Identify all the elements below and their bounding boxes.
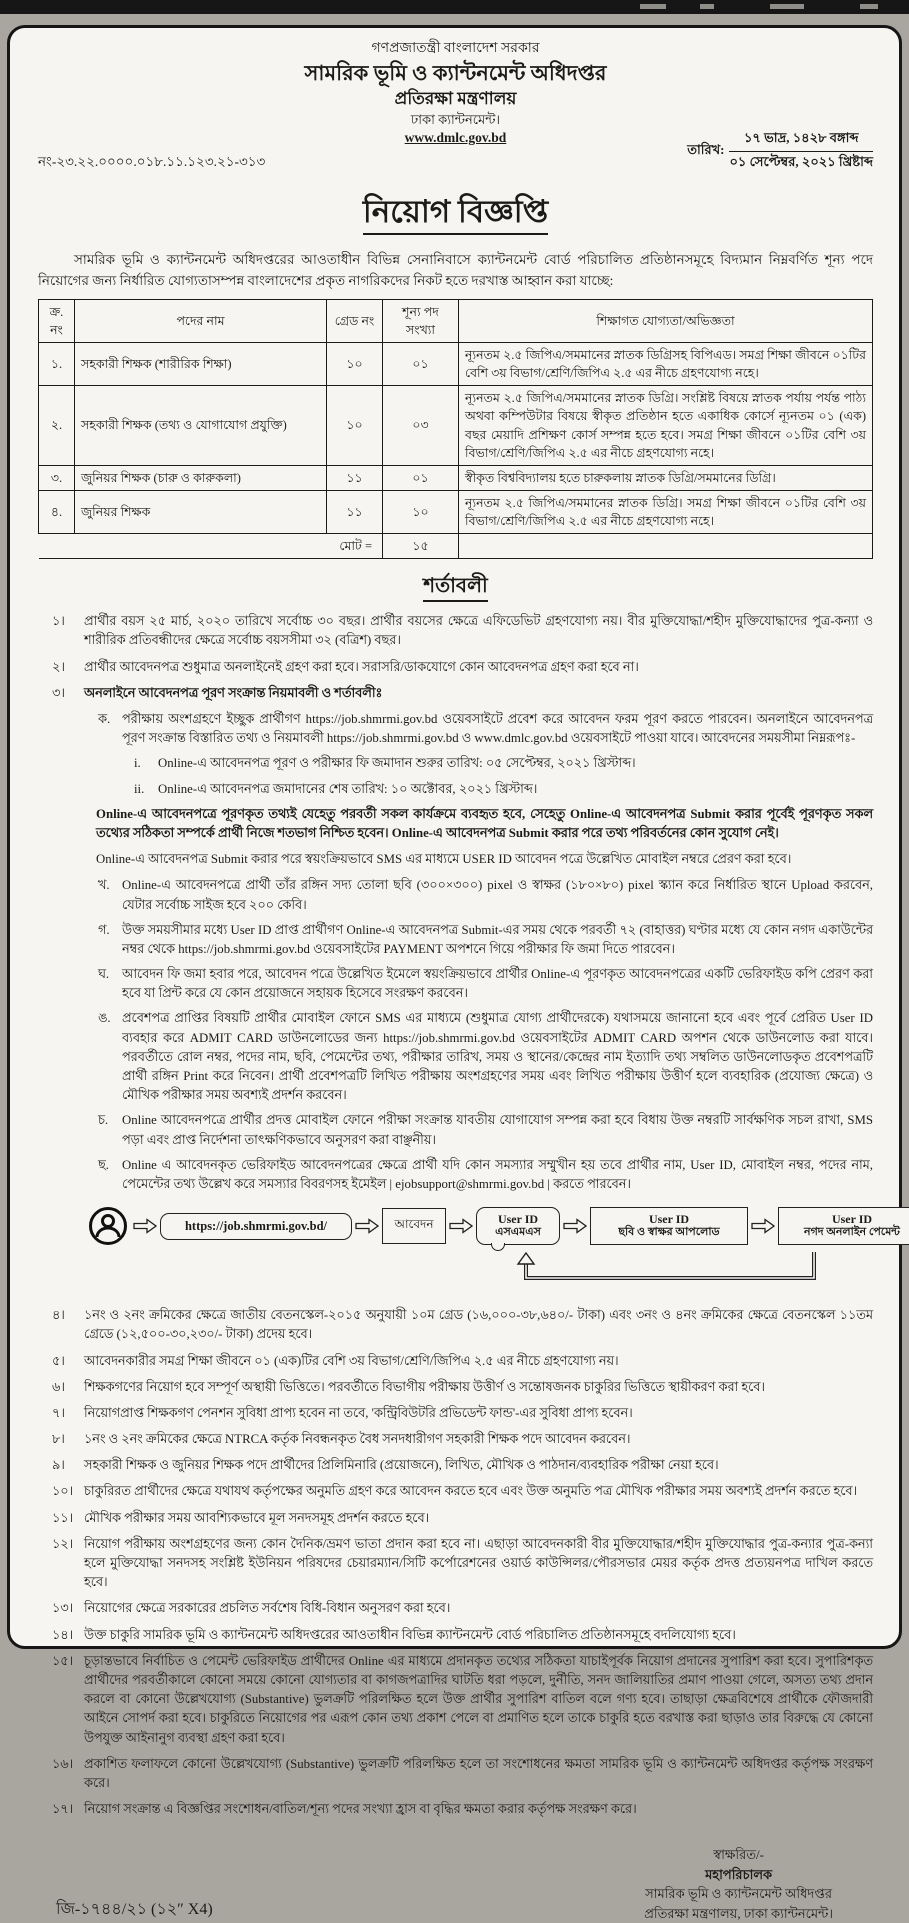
ministry-name: প্রতিরক্ষা মন্ত্রণালয়: [394, 89, 517, 109]
term-3-heading: অনলাইনে আবেদনপত্র পূরণ সংক্রান্ত নিয়মাবলী ও শর্তাবলীঃ: [84, 685, 383, 700]
government-line: গণপ্রজাতন্ত্রী বাংলাদেশ সরকার: [371, 41, 540, 56]
term-item-6: ৬। শিক্ষকগণের নিয়োগ হবে সম্পূর্ণ অস্থায়ী ভিত্তিতে। পরবর্তীতে বিভাগীয় পরীক্ষায় উত্তীর্ণ ও সন্তোষজনক চাকুরির ভিত্তিতে স্থায়ীকরণ করা হবে।: [52, 1379, 765, 1394]
signatory-org: সামরিক ভূমি ও ক্যান্টনমেন্ট অধিদপ্তর: [645, 1886, 833, 1902]
table-row: ২. সহকারী শিক্ষক (তথ্য ও যোগাযোগ প্রযুক্তি) ১০ ০৩ ন্যূনতম ২.৫ জিপিএ/সমমানের স্নাতক ডিগ্রি। সংশ্লিষ্ট বিষয়ে স্নাতক পর্যায় পর্যন্ত পাঠ্য অথবা কম্পিউটার বিষয়ে স্বীকৃত প্রতিষ্ঠান হতে একাধিক কোর্সে ন্যূনতম ০১ (এক) বছর মেয়াদি প্রশিক্ষণ কোর্স সম্পন্ন হতে হবে। সমগ্র শিক্ষা জীবনে ০১টির বেশি ৩য় বিভাগ/শ্রেণি/জিপিএ ২.৫ এর নীচে গ্রহণযোগ্য নহে।: [39, 386, 873, 466]
term-item-5: ৫। আবেদনকারীর সমগ্র শিক্ষা জীবনে ০১ (এক)টির বেশি ৩য় বিভাগ/শ্রেণি/জিপিএ ২.৫ এর নীচে গ্রহণযোগ্য নয়।: [52, 1353, 619, 1368]
term-3-note-2: Online-এ আবেদনপত্র Submit করার পরে স্বয়ংক্রিয়ভাবে SMS এর মাধ্যমে USER ID আবেদন পত্রে উল্লেখিত মোবাইল নম্বরে প্রেরণ করা হবে।: [96, 852, 792, 867]
vacancy-table: [38, 299, 873, 560]
date-bangla: ১৭ ভাদ্র, ১৪২৮ বঙ্গাব্দ: [729, 129, 873, 152]
term-3-sub-gha: ঘ. আবেদন ফি জমা হবার পরে, আবেদন পত্রে উল্লেখিত ইমেলে স্বয়ংক্রিয়ভাবে প্রার্থীর Online-এ পূরণকৃত আবেদনপত্রের একটি ভেরিফাইড কপি প্রেরণ করা হবে যা প্রিন্ট করে যে কোন প্রয়োজনে সহায়ক হিসেবে সংরক্ষণ করবেন।: [98, 967, 873, 1001]
table-row: ৩. জুনিয়র শিক্ষক (চারু ও কারুকলা) ১১ ০১ স্বীকৃত বিশ্ববিদ্যালয় হতে চারুকলায় স্নাতক ডিগ্রি/সমমানের ডিগ্রি।: [39, 465, 873, 490]
term-item-15: ১৫। চূড়ান্তভাবে নির্বাচিত ও পেমেন্ট ভেরিফাইড প্রার্থীদের Online এর মাধ্যমে প্রদানকৃত তথ্যের সঠিকতা যাচাইপূর্বক নিয়োগ প্রদানের সুপারিশ করা হবে। সুপারিশকৃত প্রার্থীদের পরবর্তীকালে কোনো সময়ে কোনো যোগ্যতার বা কাগজপত্রাদির ঘাটতি ধরা পড়লে, দুর্নীতি, সনদ জালিয়াতির প্রমাণ পাওয়া গেলে, অসত্য তথ্য প্রদান করলে বা কোনো উল্লেখযোগ্য (Substantive) ভুলক্রটি পরিলক্ষিত হলে উক্ত প্রার্থীর সুপারিশ বাতিল বলে গণ্য হবে। তাছাড়া ক্ষেত্রবিশেষে প্রার্থীকে ফৌজদারী আইনে সোপর্দ করা হবে। চাকুরিতে নিয়োগের পর এরূপ কোন তথ্য প্রকাশ পেলে বা প্রমাণিত হলে তাকে চাকুরি হতে বরখাস্ত করা ছাড়াও তার বিরুদ্ধে যে কোনো উপযুক্ত আইনানুগ ব্যবস্থা গ্রহণ করা হবে।: [52, 1653, 873, 1745]
col-grade: গ্রেড নং: [327, 299, 383, 342]
term-item-2: ২। প্রার্থীর আবেদনপত্র শুধুমাত্র অনলাইনেই গ্রহণ করা হবে। সরাসরি/ডাকযোগে কোন আবেদনপত্র গ্রহণ করা হবে না।: [52, 659, 639, 674]
signature-block: [644, 1845, 833, 1923]
term-item-4: ৪। ১নং ও ২নং ক্রমিকের ক্ষেত্রে জাতীয় বেতনস্কেল-২০১৫ অনুযায়ী ১০ম গ্রেড (১৬,০০০-৩৮,৬৪০/- টাকা) এবং ৩নং ও ৪নং ক্রমিকের ক্ষেত্রে বেতনস্কেল ১১তম গ্রেডে (১২,৫০০-৩০,২৩০/- টাকা) প্রদেয় হবে।: [52, 1308, 873, 1342]
scan-edge-strip: [0, 0, 909, 14]
term-item-9: ৯। সহকারী শিক্ষক ও জুনিয়র শিক্ষক পদে প্রার্থীদের প্রিলিমিনারি (প্রয়োজনে), লিখিত, মৌখিক ও পাঠদান/ব্যবহারিক পরীক্ষা নেয়া হবে।: [52, 1458, 719, 1473]
signed-line: স্বাক্ষরিত/-: [713, 1847, 764, 1863]
term-item-3: ৩। অনলাইনে আবেদনপত্র পূরণ সংক্রান্ত নিয়মাবলী ও শর্তাবলীঃ: [38, 684, 873, 703]
term-item-12: ১২। নিয়োগ পরীক্ষায় অংশগ্রহণের জন্য কোন দৈনিক/ভ্রমণ ভাতা প্রদান করা হবে না। এছাড়া আবেদনকারী বীর মুক্তিযোদ্ধার/শহীদ মুক্তিযোদ্ধার পুত্র-কন্যার পুত্র-কন্যা হলে মুক্তিযোদ্ধা সনদসহ সংশ্লিষ্ট ইউনিয়ন পরিষদের চেয়ারম্যান/সিটি কর্পোরেশনের ওয়ার্ড কাউন্সিলর/পৌরসভার মেয়র কর্তৃক প্রদত্ত প্রত্যয়নপত্র দাখিল করতে হবে।: [52, 1536, 873, 1590]
table-total-row: [39, 534, 873, 559]
term-item-14: ১৪। উক্ত চাকুরি সামরিক ভূমি ও ক্যান্টনমেন্ট অধিদপ্তরের আওতাধীন বিভিন্ন ক্যান্টনমেন্ট বোর্ড পরিচালিত প্রতিষ্ঠানসমূহে বদলিযোগ্য হবে।: [52, 1627, 736, 1642]
terms-heading: শর্তাবলী: [38, 571, 873, 604]
table-header-row: [39, 299, 873, 342]
col-vacancy: শূন্য পদ সংখ্যা: [383, 299, 459, 342]
department-name: সামরিক ভূমি ও ক্যান্টনমেন্ট অধিদপ্তর: [304, 61, 607, 86]
notice-title: নিয়োগ বিজ্ঞপ্তি: [38, 188, 873, 240]
signatory-title: মহাপরিচালক: [705, 1866, 773, 1882]
flow-arrow-icon: [563, 1218, 587, 1234]
term-item-11: ১১। মৌখিক পরীক্ষার সময় আবশ্যিকভাবে মূল সনদসমূহ প্রদর্শন করতে হবে।: [52, 1510, 430, 1525]
total-label: মোট =: [39, 534, 383, 559]
application-flow-diagram: [88, 1200, 900, 1300]
date-gregorian: ০১ সেপ্টেম্বর, ২০২১ খ্রিষ্টাব্দ: [729, 154, 873, 170]
flow-sms-box: User ID এসএমএস: [476, 1207, 560, 1245]
term-3-roman-ii: ii. Online-এ আবেদনপত্র জমাদানের শেষ তারিখ: ১০ অক্টোবর, ২০২১ খ্রিস্টাব্দ।: [134, 781, 538, 796]
total-value: ১৫: [383, 534, 459, 559]
date-label: তারিখ:: [687, 142, 725, 158]
flow-arrow-icon: [449, 1218, 473, 1234]
notice-document: [7, 25, 902, 1921]
flow-return-arrow: [88, 1252, 888, 1296]
term-item-13: ১৩। নিয়োগের ক্ষেত্রে সরকারের প্রচলিত সর্বশেষ বিধি-বিধান অনুসরণ করা হবে।: [52, 1601, 451, 1616]
term-3-sub-ngo: ঙ. প্রবেশপত্র প্রাপ্তির বিষয়টি প্রার্থীর মোবাইল ফোনে SMS এর মাধ্যমে (শুধুমাত্র যোগ্য প্রার্থীদেরকে) যথাসময়ে জানানো হবে এবং পূর্বে প্রেরিত User ID ব্যবহার করে ADMIT CARD ডাউনলোডের জন্য https://job.shmrmi.gov.bd ওয়েবসাইটের ADMIT CARD অপশন থেকে ডাউনলোড করা যাবে। পরবর্তীতে রোল নম্বর, পদের নাম, ছবি, পেমেন্টের তথ্য, পরীক্ষার তারিখ, সময় ও স্থানের/কেন্দ্রের নাম ইত্যাদি তথ্য সম্বলিত ডাউনলোডকৃত প্রবেশপত্রটি প্রার্থী রঙ্গিন Print করে নিবেন। প্রার্থী প্রবেশপত্রটি লিখিত পরীক্ষায় অংশগ্রহণের সময় এবং লিখিত পরীক্ষায় উত্তীর্ণ হলে ব্যবহারিক (প্রযোজ্য ক্ষেত্রে) ও মৌখিক পরীক্ষার সময় অবশ্যই প্রদর্শন করবেন।: [98, 1011, 873, 1103]
flow-payment-box: User ID নগদ অনলাইন পেমেন্ট: [778, 1207, 909, 1245]
term-item-7: ৭। নিয়োগপ্রাপ্ত শিক্ষকগণ পেনশন সুবিধা প্রাপ্য হবেন না তবে, 'কন্ট্রিবিউটরি প্রভিডেন্ট ফান্ড'-এর সুবিধা প্রাপ্য হবেন।: [52, 1405, 633, 1420]
signatory-address: প্রতিরক্ষা মন্ত্রণালয়, ঢাকা ক্যান্টনমেন্ট।: [644, 1905, 833, 1921]
term-3-sub-cho: চ. Online আবেদনপত্রে প্রার্থীর প্রদত্ত মোবাইল ফোনে পরীক্ষা সংক্রান্ত যাবতীয় যোগাযোগ সম্পন্ন করা হবে বিধায় উক্ত নম্বরটি সার্বক্ষণিক সচল রাখা, SMS পড়া এবং প্রাপ্ত নির্দেশনা তাৎক্ষণিকভাবে অনুসরণ করা বাঞ্ছনীয়।: [98, 1113, 873, 1147]
term-3-sub-chho: ছ. Online এ আবেদনকৃত ভেরিফাইড আবেদনপত্রের ক্ষেত্রে প্রার্থী যদি কোন সমস্যার সম্মুখীন হয় তবে প্রার্থীর নাম, User ID, মোবাইল নম্বর, পদের নাম, পেমেন্টের তথ্য উল্লেখ করে সমস্যার বিবরণসহ ইমেইল | ejobsupport@shmrmi.gov.bd | করতে পারবেন।: [98, 1157, 873, 1191]
term-3-note-1: Online-এ আবেদনপত্রে পূরণকৃত তথ্যই যেহেতু পরবর্তী সকল কার্যক্রমে ব্যবহৃত হবে, সেহেতু Online-এ আবেদনপত্র Submit করার পূর্বেই পূরণকৃত সকল তথ্যের সঠিকতা সম্পর্কে প্রার্থী নিজে শতভাগ নিশ্চিত হবেন। Online-এ আবেদনপত্র Submit করার পরে তথ্য পরিবর্তনের কোন সুযোগ নেই।: [96, 806, 873, 840]
flow-arrow-icon: [751, 1218, 775, 1234]
website-link[interactable]: www.dmlc.gov.bd: [404, 130, 507, 146]
term-3-sub-ga: গ. উক্ত সময়সীমার মধ্যে User ID প্রাপ্ত প্রার্থীগণ Online-এ আবেদনপত্র Submit-এর সময় থেকে পরবর্তী ৭২ (বাহাত্তর) ঘণ্টার মধ্যে যে কোন নগদ একাউন্টের নম্বর থেকে https://job.shmrmi.gov.bd ওয়েবসাইটের PAYMENT অপশনে গিয়ে পরীক্ষার ফি জমা দিতে পারবেন।: [98, 922, 873, 956]
flow-upload-box: User ID ছবি ও স্বাক্ষর আপলোড: [590, 1207, 748, 1245]
term-item-8: ৮। ১নং ও ২নং ক্রমিকের ক্ষেত্রে NTRCA কর্তৃক নিবন্ধনকৃত বৈধ সনদধারীগণ সহকারী শিক্ষক পদে আবেদন করবেন।: [52, 1432, 631, 1447]
term-3-sub-ka: ক. পরীক্ষায় অংশগ্রহণে ইচ্ছুক প্রার্থীগণ https://job.shmrmi.gov.bd ওয়েবসাইটে প্রবেশ করে আবেদন ফরম পূরণ করতে পারবেন। অনলাইনে আবেদনপত্র পূরণ সংক্রান্ত বিস্তারিত তথ্য ও নিয়মাবলী https://job.shmrmi.gov.bd ও www.dmlc.gov.bd ওয়েবসাইটে পাওয়া যাবে। আবেদনের সময়সীমা নিম্নরূপঃ-: [98, 712, 873, 746]
table-row: ১. সহকারী শিক্ষক (শারীরিক শিক্ষা) ১০ ০১ ন্যূনতম ২.৫ জিপিএ/সমমানের স্নাতক ডিগ্রিসহ বিপিএড। সমগ্র শিক্ষা জীবনে ০১টির বেশি ৩য় বিভাগ/শ্রেণি/জিপিএ ২.৫ এর নীচে গ্রহণযোগ্য নহে।: [39, 343, 873, 386]
date-block: [687, 129, 873, 174]
term-item-16: ১৬। প্রকাশিত ফলাফলে কোনো উল্লেখযোগ্য (Substantive) ভুলক্রটি পরিলক্ষিত হলে তা সংশোধনের ক্ষমতা সামরিক ভূমি ও ক্যান্টনমেন্ট অধিদপ্তর কর্তৃপক্ষ সংরক্ষণ করে।: [52, 1756, 873, 1790]
term-3-roman-i: i. Online-এ আবেদনপত্র পূরণ ও পরীক্ষার ফি জমাদান শুরুর তারিখ: ০৫ সেপ্টেম্বর, ২০২১ খ্রিস্টাব্দ।: [134, 756, 636, 771]
document-footer: [38, 1845, 873, 1923]
term-item-10: ১০। চাকুরিরত প্রার্থীদের ক্ষেত্রে যথাযথ কর্তৃপক্ষের অনুমতি গ্রহণ করে আবেদন করতে হবে এবং উক্ত অনুমতি পত্র মৌখিক পরীক্ষার সময় অবশ্যই প্রদর্শন করতে হবে।: [52, 1484, 858, 1499]
flow-arrow-icon: [133, 1218, 157, 1234]
intro-paragraph: সামরিক ভূমি ও ক্যান্টনমেন্ট অধিদপ্তরের আওতাধীন বিভিন্ন সেনানিবাসে ক্যান্টনমেন্ট বোর্ড পরিচালিত প্রতিষ্ঠানসমূহে বিদ্যমান নিম্নবর্ণিত শূন্য পদে নিয়োগের জন্য নির্ধারিত যোগ্যতাসম্পন্ন বাংলাদেশের প্রকৃত নাগরিকদের নিকট হতে দরখাস্ত আহ্বান করা যাচ্ছে:: [38, 252, 873, 288]
flow-url-box: https://job.shmrmi.gov.bd/: [160, 1213, 352, 1240]
applicant-person-icon: [88, 1206, 130, 1246]
flow-apply-box: আবেদন: [382, 1208, 446, 1244]
col-post: পদের নাম: [75, 299, 327, 342]
memo-number: নং-২৩.২২.০০০০.০১৮.১১.১২৩.২১-৩১৩: [38, 154, 266, 170]
col-qualification: শিক্ষাগত যোগ্যতা/অভিজ্ঞতা: [459, 299, 873, 342]
term-item-1: ১। প্রার্থীর বয়স ২৫ মার্চ, ২০২০ তারিখে সর্বোচ্চ ৩০ বছর। প্রার্থীর বয়সের ক্ষেত্রে এফিডেভিট গ্রহণযোগ্য নয়। বীর মুক্তিযোদ্ধা/শহীদ মুক্তিযোদ্ধাদের পুত্র-কন্যা ও শারীরিক প্রতিবন্ধীদের ক্ষেত্রে সর্বোচ্চ বয়সসীমা ৩২ (বত্রিশ) বছর।: [52, 614, 873, 648]
term-3-sub-kha: খ. Online-এ আবেদনপত্রে প্রার্থী তাঁর রঙ্গিন সদ্য তোলা ছবি (৩০০×৩০০) pixel ও স্বাক্ষর (১৮০×৮০) pixel স্ক্যান করে নির্ধারিত স্থানে Upload করবেন, যেটার সর্বোচ্চ সাইজ হবে ২০০ কেবি।: [98, 878, 873, 912]
print-code: জি-১৭৪৪/২১ (১২″ X4): [56, 1901, 213, 1919]
location-line: ঢাকা ক্যান্টনমেন্ট।: [410, 111, 501, 127]
term-item-17: ১৭। নিয়োগ সংক্রান্ত এ বিজ্ঞপ্তির সংশোধন/বাতিল/শূন্য পদের সংখ্যা হ্রাস বা বৃদ্ধির ক্ষমতা করার কর্তৃপক্ষ সংরক্ষণ করে।: [52, 1802, 637, 1817]
col-serial: ক্র. নং: [39, 299, 75, 342]
table-row: ৪. জুনিয়র শিক্ষক ১১ ১০ ন্যূনতম ২.৫ জিপিএ/সমমানের স্নাতক ডিগ্রি। সমগ্র শিক্ষা জীবনে ০১টির বেশি ৩য় বিভাগ/শ্রেণি/জিপিএ ২.৫ এর নীচে গ্রহণযোগ্য নহে।: [39, 490, 873, 533]
flow-arrow-icon: [355, 1218, 379, 1234]
